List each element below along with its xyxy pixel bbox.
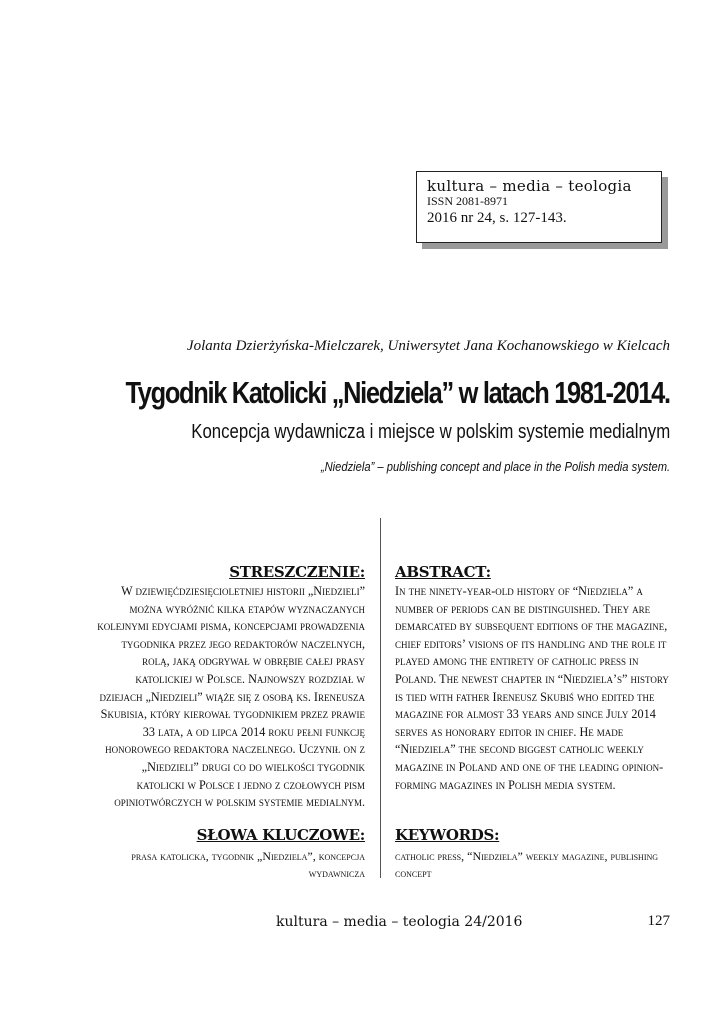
- keywords-text: catholic press, “Niedziela” weekly magazine, publishing concept: [395, 849, 659, 880]
- author-affiliation: Jolanta Dzierżyńska-Mielczarek, Uniwersytet Jana Kochanowskiego w Kielcach: [186, 338, 670, 354]
- slowa-kluczowe-text: prasa katolicka, tygodnik „Niedziela”, koncepcja wydawnicza: [131, 849, 365, 880]
- issue-reference: 2016 nr 24, s. 127-143.: [427, 210, 567, 226]
- journal-info-box: [416, 171, 662, 243]
- slowa-kluczowe-heading: SŁOWA KLUCZOWE:: [196, 826, 365, 844]
- keywords-heading: KEYWORDS:: [395, 826, 500, 844]
- streszczenie-section: [95, 563, 365, 812]
- streszczenie-text: W dziewięćdziesięcioletniej historii „Niedzieli” można wyróżnić kilka etapów wyznaczanych kolejnymi edycjami pisma, koncepcjami prowadzenia tygodnika przez jego redaktorów naczelnych, rolą, jaką odgrywał w obrębie całej prasy katolickiej w Polsce. Najnowszy rozdział w dziejach „Niedzieli” wiąże się z osobą ks. Ireneusza Skubisia, który kierował tygodnikiem przez prawie 33 lata, a od lipca 2014 roku pełni funkcję honorowego redaktora naczelnego. Uczynił on z „Niedzieli” drugi co do wielkości tygodnik katolicki w Polsce i jedno z czołowych pism opiniotwórczych w polskim systemie medialnym.: [97, 584, 365, 810]
- footer-journal: kultura – media – teologia 24/2016: [276, 914, 523, 930]
- article-title: Tygodnik Katolicki „Niedziela” w latach 1981-2014.: [125, 375, 670, 410]
- keywords-section: [395, 826, 677, 881]
- column-divider: [380, 518, 381, 878]
- abstract-section: [395, 563, 677, 794]
- journal-name: kultura – media – teologia: [427, 177, 632, 195]
- issn: ISSN 2081-8971: [427, 194, 509, 208]
- abstract-text: In the ninety-year-old history of “Niedziela” a number of periods can be distinguished. They are demarcated by subsequent editions of the magazine, chief editors’ visions of its handling and the role it played among the entirety of catholic press in Poland. The newest chapter in “Niedziela’s” history is tied with father Ireneusz Skubiś who edited the magazine for almost 33 years and since July 2014 serves as honorary editor in chief. He made “Niedziela” the second biggest catholic weekly magazine in Poland and one of the leading opinion-forming magazines in Polish media system.: [395, 584, 669, 792]
- article-subtitle: Koncepcja wydawnicza i miejsce w polskim systemie medialnym: [191, 421, 670, 443]
- slowa-kluczowe-section: [95, 826, 365, 881]
- abstract-heading: ABSTRACT:: [395, 563, 491, 581]
- streszczenie-heading: STRESZCZENIE:: [229, 563, 365, 581]
- english-title: „Niedziela” – publishing concept and place in the Polish media system.: [320, 459, 670, 474]
- page-number: 127: [647, 913, 670, 929]
